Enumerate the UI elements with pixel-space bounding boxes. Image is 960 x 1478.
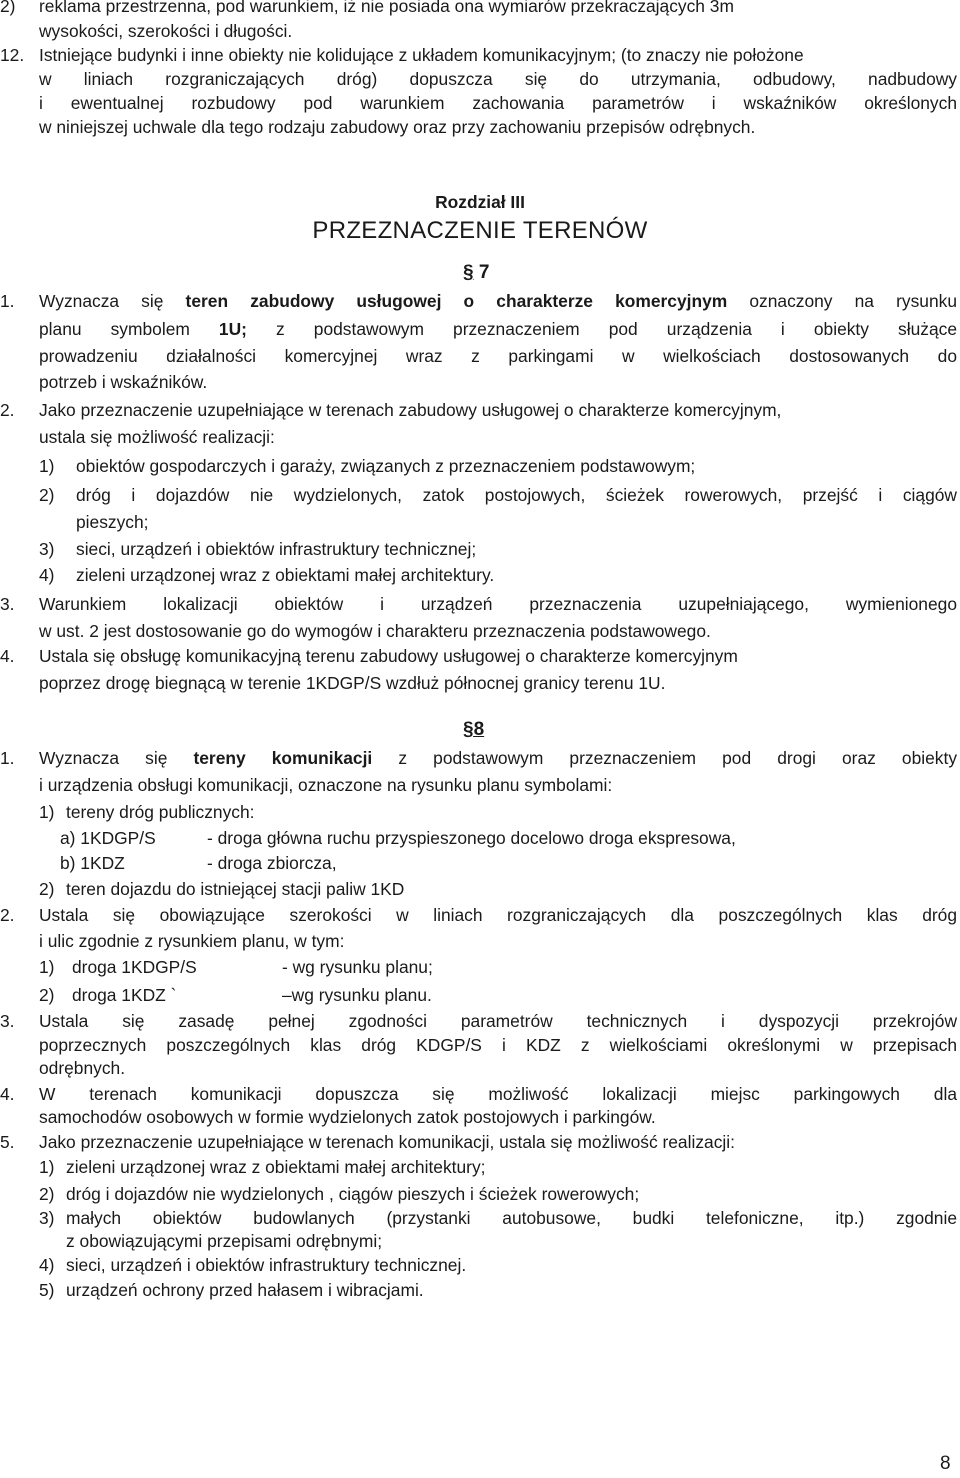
text-run: planu symbolem: [39, 319, 219, 339]
item-number: 2.: [0, 400, 15, 420]
item-number: 12.: [0, 45, 25, 65]
text-line: Ustala się obsługę komunikacyjną terenu zabudowy usługowej o charakterze komercyjnym: [39, 646, 738, 666]
text-line: i urządzenia obsługi komunikacji, oznaczone na rysunku planu symbolami:: [39, 775, 613, 795]
text-line: Jako przeznaczenie uzupełniające w terenach komunikacji, ustala się możliwość realizacji:: [39, 1132, 735, 1152]
road-symbol: droga 1KDZ `: [72, 985, 177, 1005]
text-run: oznaczony na rysunku: [727, 291, 957, 311]
item-number: 2): [39, 879, 55, 899]
symbol-term: 1U;: [218, 319, 247, 339]
text-line: Jako przeznaczenie uzupełniające w terenach zabudowy usługowej o charakterze komercyjnym,: [39, 400, 782, 420]
list-item: zieleni urządzonej wraz z obiektami małej architektury;: [66, 1157, 486, 1177]
text-line: W terenach komunikacji dopuszcza się możliwość lokalizacji miejsc parkingowych dla: [39, 1084, 957, 1104]
road-description: –wg rysunku planu.: [282, 985, 432, 1005]
list-item: urządzeń ochrony przed hałasem i wibracjami.: [66, 1280, 424, 1300]
section-heading-8: [463, 718, 484, 742]
text-line: [39, 318, 957, 342]
item-number: 2): [39, 1184, 55, 1204]
list-item: sieci, urządzeń i obiektów infrastruktury technicznej.: [66, 1255, 467, 1275]
section-number: 8: [473, 719, 485, 740]
section-mark: §: [463, 719, 474, 740]
list-item: małych obiektów budowlanych (przystanki autobusowe, budki telefoniczne, itp.) zgodnie: [66, 1208, 957, 1228]
list-item: obiektów gospodarczych i garaży, związanych z przeznaczeniem podstawowym;: [76, 456, 696, 476]
list-item: zieleni urządzonej wraz z obiektami małej architektury.: [76, 565, 495, 585]
item-number: 1): [39, 456, 55, 476]
chapter-title: Rozdział III: [435, 192, 525, 212]
item-number: 3.: [0, 1011, 15, 1031]
defined-term: tereny komunikacji: [193, 748, 373, 768]
item-number: 1.: [0, 291, 15, 311]
text-line: [39, 747, 957, 771]
text-run: z podstawowym przeznaczeniem pod drogi oraz obiekty: [372, 748, 958, 768]
road-description: - droga zbiorcza,: [207, 853, 337, 873]
list-item: tereny dróg publicznych:: [66, 802, 255, 822]
item-number: 4.: [0, 1084, 15, 1104]
text-line: Ustala się zasadę pełnej zgodności parametrów technicznych i dyspozycji przekrojów: [39, 1011, 957, 1031]
text-line: wysokości, szerokości i długości.: [39, 21, 293, 41]
page-number: 8: [940, 1453, 951, 1474]
text-line: i ulic zgodnie z rysunkiem planu, w tym:: [39, 931, 345, 951]
item-number: 2): [0, 0, 16, 16]
text-line: Warunkiem lokalizacji obiektów i urządzeń przeznaczenia uzupełniającego, wymienionego: [39, 594, 957, 614]
item-number: 4.: [0, 646, 15, 666]
list-item: teren dojazdu do istniejącej stacji paliw 1KD: [66, 879, 405, 899]
text-line: poprzez drogę biegnącą w terenie 1KDGP/S wzdłuż północnej granicy terenu 1U.: [39, 673, 666, 693]
text-line: w liniach rozgraniczających dróg) dopuszcza się do utrzymania, odbudowy, nadbudowy: [39, 69, 957, 89]
text-line: i ewentualnej rozbudowy pod warunkiem zachowania parametrów i wskaźników określonych: [39, 93, 957, 113]
text-line: poprzecznych poszczególnych klas dróg KDGP/S i KDZ z wielkościami określonymi w przepisach: [39, 1035, 957, 1055]
list-item-continuation: z obowiązującymi przepisami odrębnymi;: [66, 1231, 383, 1251]
item-number: 3): [39, 1208, 55, 1228]
item-number: 1): [39, 802, 55, 822]
section-heading-7: [463, 261, 489, 285]
text-line: potrzeb i wskaźników.: [39, 372, 208, 392]
list-item-continuation: pieszych;: [76, 512, 149, 532]
chapter-subtitle: PRZEZNACZENIE TERENÓW: [312, 217, 648, 244]
text-line: w niniejszej uchwale dla tego rodzaju zabudowy oraz przy zachowaniu przepisów odrębnych.: [39, 117, 756, 137]
text-line: samochodów osobowych w formie wydzielonych zatok postojowych i parkingów.: [39, 1107, 656, 1127]
defined-term: teren zabudowy usługowej o charakterze komercyjnym: [185, 291, 728, 311]
text-line: prowadzeniu działalności komercyjnej wraz z parkingami w wielkościach dostosowanych do: [39, 346, 957, 366]
section-number: 7: [478, 262, 490, 283]
text-line: reklama przestrzenna, pod warunkiem, iż nie posiada ona wymiarów przekraczających 3m: [39, 0, 734, 16]
item-number: 3.: [0, 594, 15, 614]
road-description: - wg rysunku planu;: [282, 957, 433, 977]
text-run: z podstawowym przeznaczeniem pod urządzenia i obiekty służące: [246, 319, 957, 339]
road-symbol: b) 1KDZ: [60, 853, 125, 873]
item-number: 1): [39, 957, 55, 977]
item-number: 5.: [0, 1132, 15, 1152]
text-line: Istniejące budynki i inne obiekty nie kolidujące z układem komunikacyjnym; (to znaczy nie położone: [39, 45, 804, 65]
road-description: - droga główna ruchu przyspieszonego docelowo droga ekspresowa,: [207, 828, 736, 848]
list-item: sieci, urządzeń i obiektów infrastruktury technicznej;: [76, 539, 477, 559]
road-symbol: a) 1KDGP/S: [60, 828, 156, 848]
item-number: 5): [39, 1280, 55, 1300]
item-number: 1.: [0, 748, 15, 768]
item-number: 1): [39, 1157, 55, 1177]
item-number: 3): [39, 539, 55, 559]
text-line: ustala się możliwość realizacji:: [39, 427, 275, 447]
list-item: dróg i dojazdów nie wydzielonych, zatok postojowych, ścieżek rowerowych, przejść i ciągów: [76, 485, 957, 505]
item-number: 4): [39, 1255, 55, 1275]
text-run: Wyznacza się: [39, 291, 186, 311]
item-number: 4): [39, 565, 55, 585]
list-item: dróg i dojazdów nie wydzielonych , ciągów pieszych i ścieżek rowerowych;: [66, 1184, 640, 1204]
road-symbol: droga 1KDGP/S: [72, 957, 197, 977]
text-line: w ust. 2 jest dostosowanie go do wymogów i charakteru przeznaczenia podstawowego.: [39, 621, 711, 641]
item-number: 2.: [0, 905, 15, 925]
section-mark: §: [463, 262, 474, 283]
item-number: 2): [39, 985, 55, 1005]
text-line: Ustala się obowiązujące szerokości w liniach rozgraniczających dla poszczególnych klas dróg: [39, 905, 957, 925]
item-number: 2): [39, 485, 55, 505]
text-line: [39, 290, 957, 314]
text-line: odrębnych.: [39, 1058, 126, 1078]
text-run: Wyznacza się: [39, 748, 194, 768]
